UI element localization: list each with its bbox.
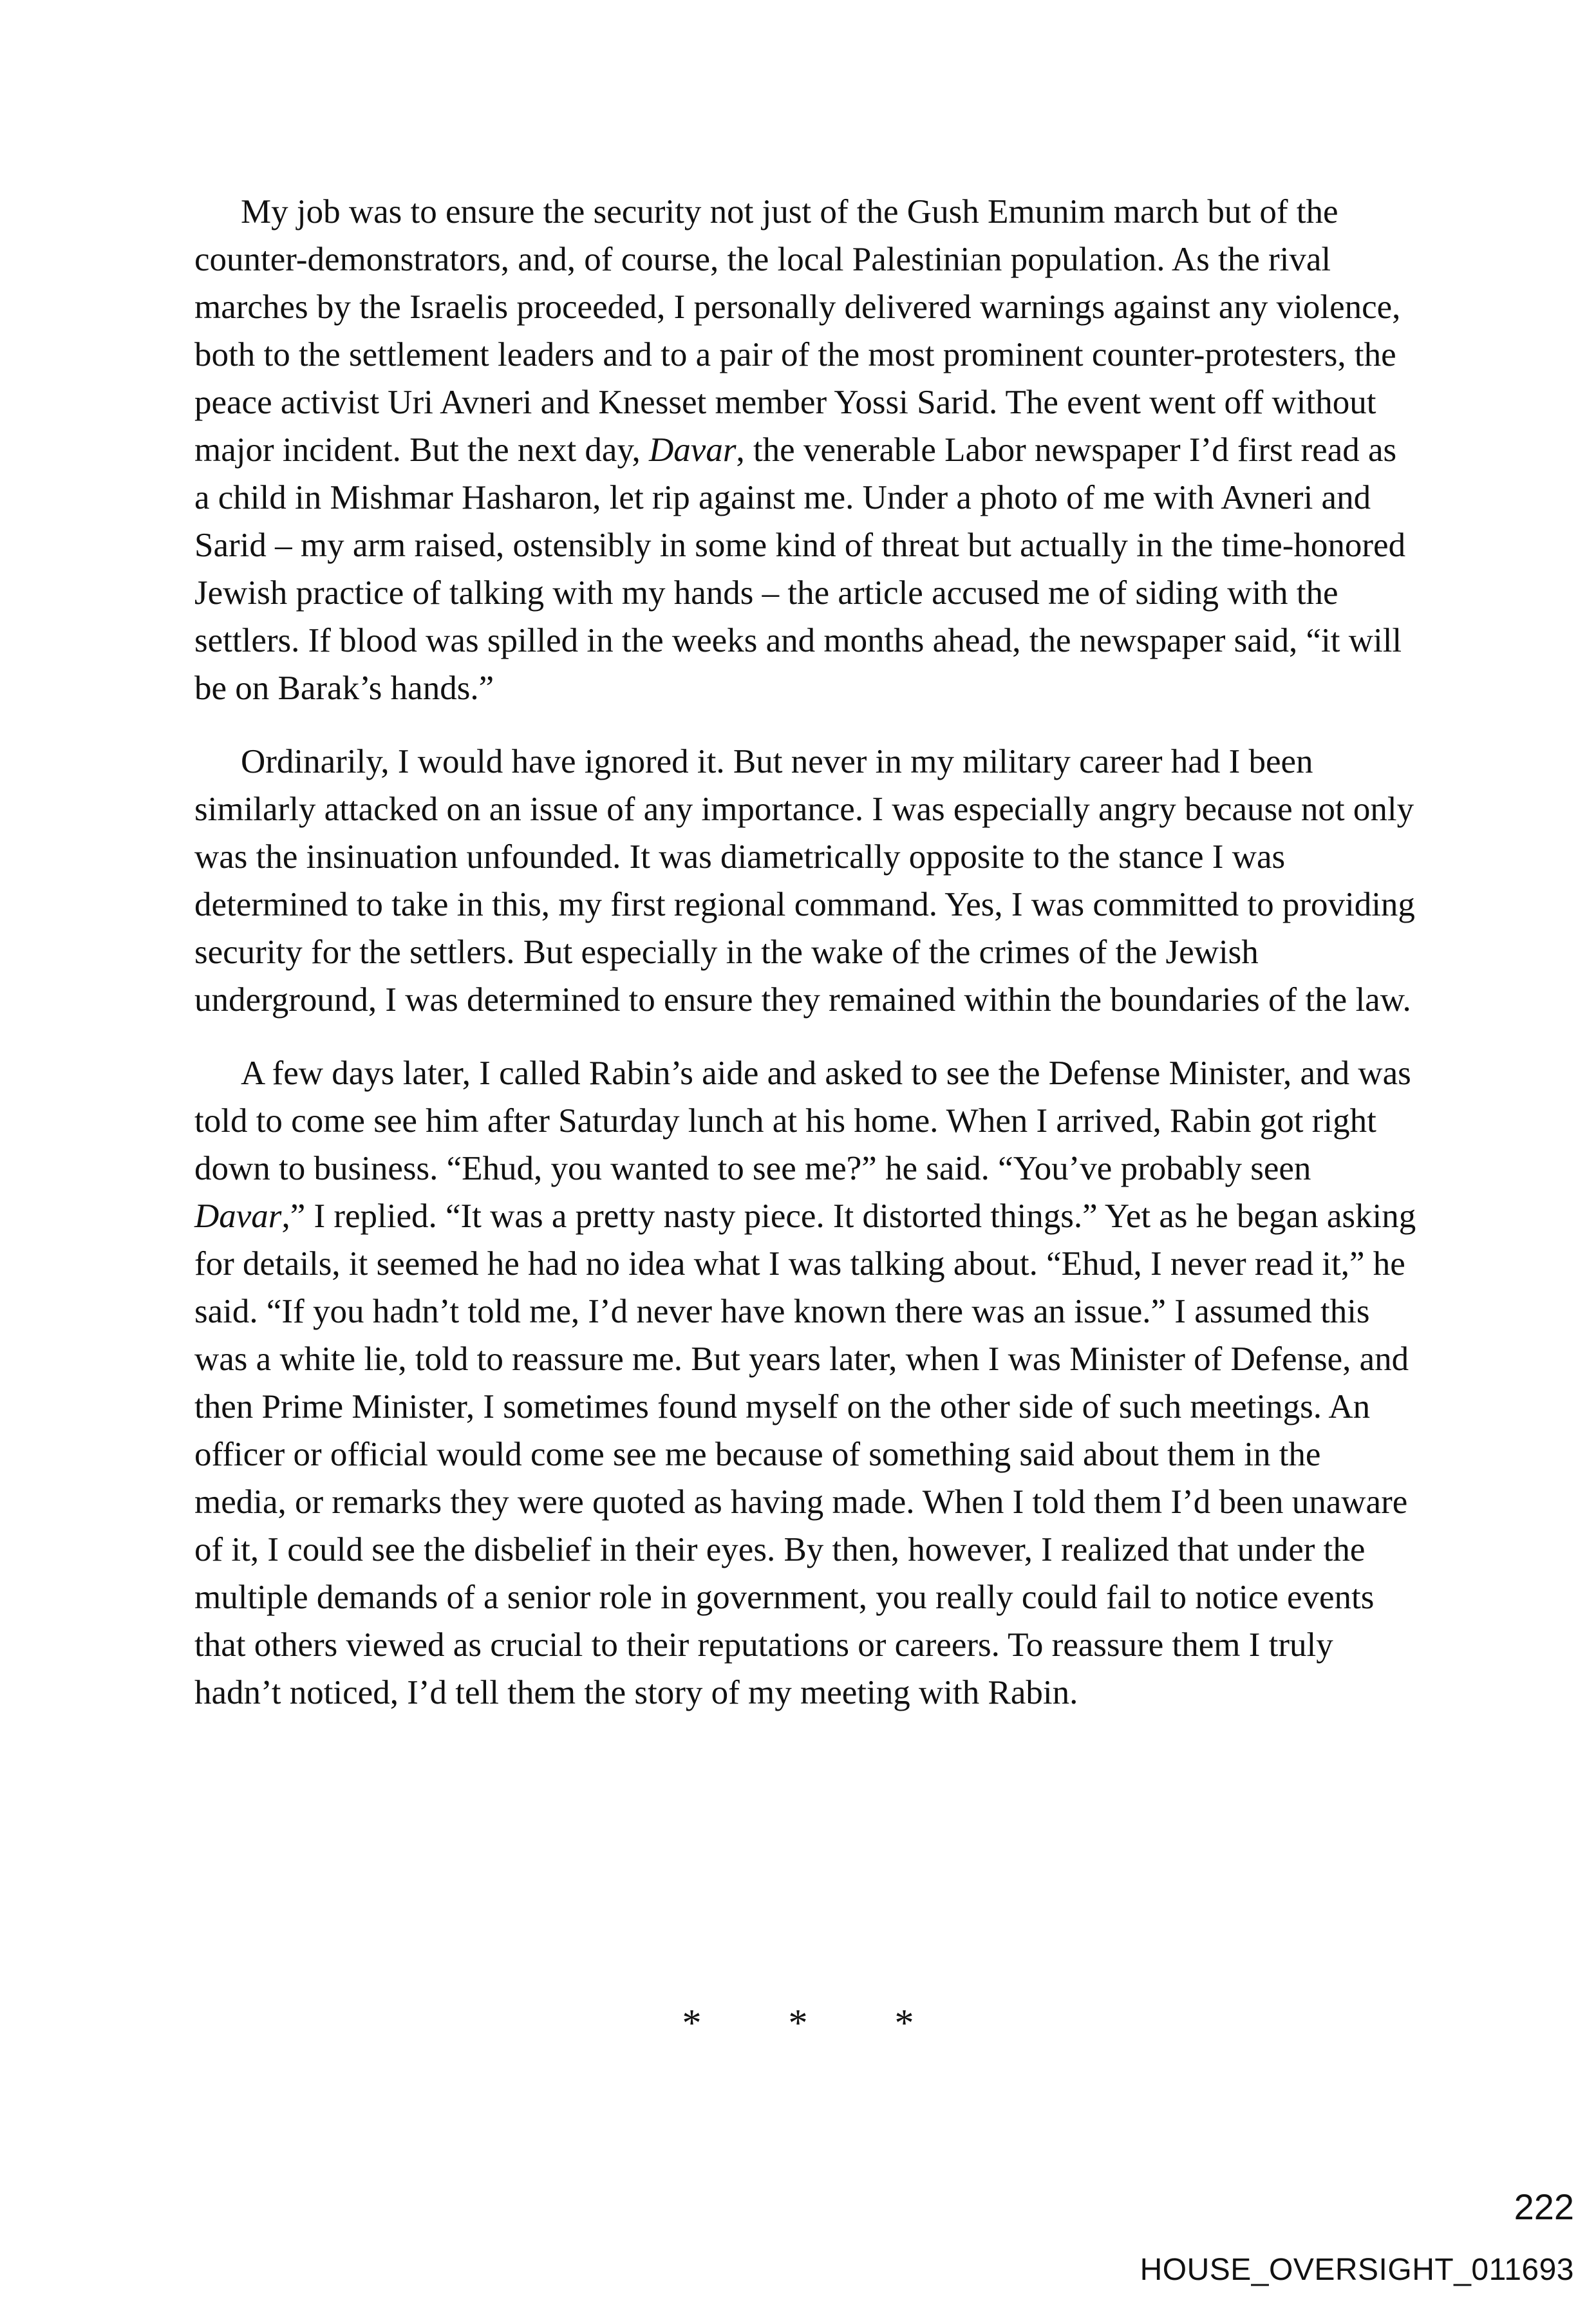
paragraph-3-text-after: ,” I replied. “It was a pretty nasty piece. It distorted things.” Yet as he began asking for details, it seemed he had no idea what I was talking about. “Ehud, I never read it,” he said. “If you hadn’t told me, I’d never have known there was an issue.” I assumed this was a white lie, told to reassure me. But years later, when I was Minister of Defense, and then Prime Minister, I sometimes found myself on the other side of such meetings. An officer or official would come see me because of something said about them in the media, or remarks they were quoted as having made. When I told them I’d been unaware of it, I could see the disbelief in their eyes. By then, however, I realized that under the multiple demands of a senior role in government, you really could fail to notice events that others viewed as crucial to their reputations or careers. To reassure them I truly hadn’t noticed, I’d tell them the story of my meeting with Rabin.	[194, 1198, 1416, 1711]
section-separator: * * *	[682, 2002, 953, 2044]
body-text	[194, 188, 1418, 1742]
paragraph-1-text-after: , the venerable Labor newspaper I’d first read as a child in Mishmar Hasharon, let rip against me. Under a photo of me with Avneri and Sarid – my arm raised, ostensibly in some kind of threat but actually in the time-honored Jewish practice of talking with my hands – the article accused me of siding with the settlers. If blood was spilled in the weeks and months ahead, the newspaper said, “it will be on Barak’s hands.”	[194, 431, 1406, 707]
paragraph-1	[194, 188, 1418, 712]
paragraph-1-text: My job was to ensure the security not just of the Gush Emunim march but of the counter-demonstrators, and, of course, the local Palestinian population. As the rival marches by the Israelis proceeded, I personally delivered warnings against any violence, both to the settlement leaders and to a pair of the most prominent counter-protesters, the peace activist Uri Avneri and Knesset member Yossi Sarid. The event went off without major incident. But the next day,	[194, 193, 1401, 469]
paragraph-3-text: A few days later, I called Rabin’s aide and asked to see the Defense Minister, and was told to come see him after Saturday lunch at his home. When I arrived, Rabin got right down to business. “Ehud, you wanted to see me?” he said. “You’ve probably seen	[194, 1055, 1411, 1187]
paragraph-2-text: Ordinarily, I would have ignored it. But never in my military career had I been similarly attacked on an issue of any importance. I was especially angry because not only was the insinuation unfounded. It was diametrically opposite to the stance I was determined to take in this, my first regional command. Yes, I was committed to providing security for the settlers. But especially in the wake of the crimes of the Jewish underground, I was determined to ensure they remained within the boundaries of the law.	[194, 743, 1415, 1019]
newspaper-title-italic: Davar	[194, 1198, 282, 1235]
paragraph-3	[194, 1049, 1418, 1716]
page-number: 222	[1514, 2186, 1574, 2227]
bates-number: HOUSE_OVERSIGHT_011693	[1140, 2253, 1574, 2287]
paragraph-2	[194, 738, 1418, 1024]
newspaper-title-italic: Davar	[649, 431, 737, 469]
